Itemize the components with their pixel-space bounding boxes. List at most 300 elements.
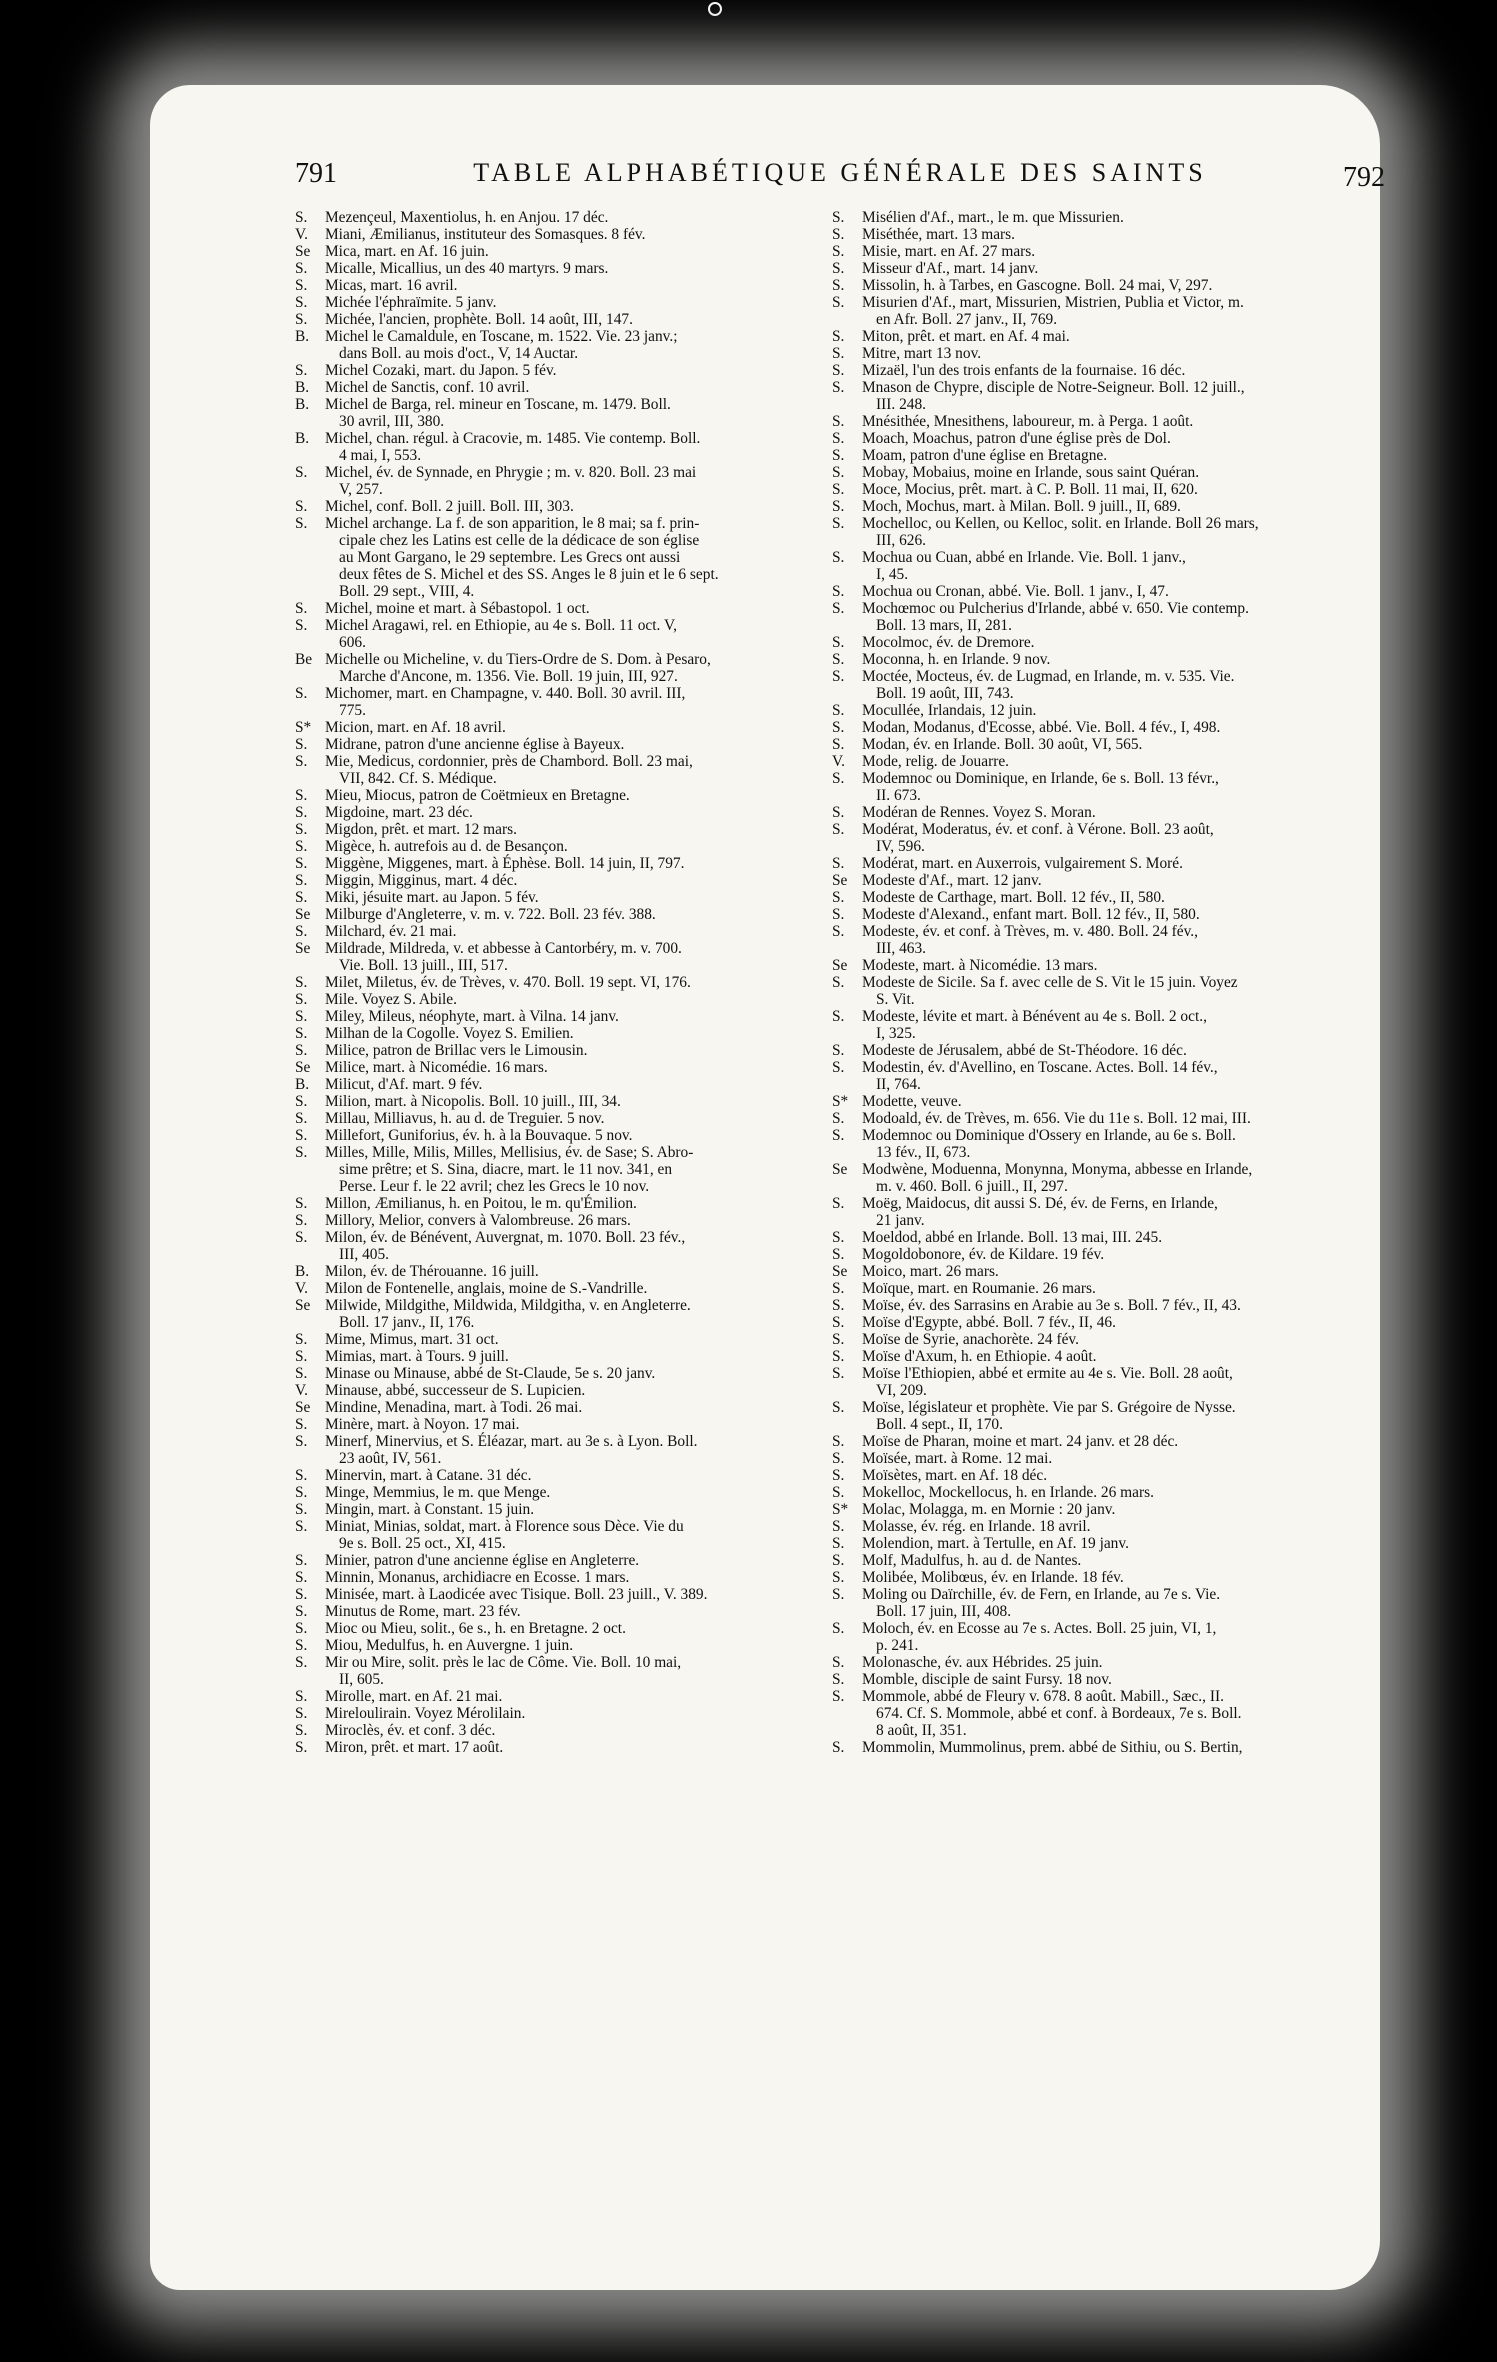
index-entry	[832, 770, 1357, 804]
entry-prefix: S.	[832, 770, 845, 787]
entry-line: Migèce, h. autrefois au d. de Besançon.	[325, 838, 568, 855]
entry-prefix: S.	[295, 872, 308, 889]
entry-text	[862, 634, 1357, 651]
entry-prefix: S.	[832, 243, 845, 260]
entry-line: Molac, Molagga, m. en Mornie : 20 janv.	[862, 1501, 1116, 1518]
entry-text	[862, 1620, 1357, 1654]
entry-text	[862, 328, 1357, 345]
entry-line: Milles, Mille, Milis, Milles, Mellisius, év. de Sase; S. Abro-	[325, 1144, 694, 1161]
entry-text	[325, 1365, 780, 1382]
entry-prefix: Be	[295, 651, 313, 668]
entry-text	[862, 583, 1357, 600]
index-entry	[295, 1654, 780, 1688]
entry-line: Miggène, Miggenes, mart. à Éphèse. Boll. 14 juin, II, 797.	[325, 855, 685, 872]
entry-text	[325, 1229, 780, 1263]
entry-prefix: Se	[832, 1161, 848, 1178]
entry-continuation-line: 30 avril, III, 380.	[339, 413, 445, 430]
entry-prefix: S.	[295, 1042, 308, 1059]
entry-text	[325, 1008, 780, 1025]
entry-prefix: S.	[295, 736, 308, 753]
entry-prefix: S.	[295, 974, 308, 991]
entry-line: Miggin, Migginus, mart. 4 déc.	[325, 872, 518, 889]
entry-prefix: S.	[832, 1348, 845, 1365]
entry-line: Moconna, h. en Irlande. 9 nov.	[862, 651, 1051, 668]
entry-continuation-line: Boll. 17 janv., II, 176.	[339, 1314, 475, 1331]
index-entry	[295, 651, 780, 685]
entry-text	[862, 379, 1357, 413]
index-entry	[832, 1229, 1357, 1246]
entry-line: Minère, mart. à Noyon. 17 mai.	[325, 1416, 520, 1433]
entry-prefix: S.	[832, 974, 845, 991]
index-entry	[832, 277, 1357, 294]
index-entry	[295, 1569, 780, 1586]
entry-prefix: S.	[832, 651, 845, 668]
entry-text	[862, 804, 1357, 821]
binding-hole-mark	[708, 2, 722, 16]
entry-line: Milchard, év. 21 mai.	[325, 923, 457, 940]
entry-prefix: B.	[295, 396, 310, 413]
entry-text	[862, 770, 1357, 804]
entry-prefix: S.	[295, 1552, 308, 1569]
entry-text	[325, 651, 780, 685]
index-entry	[295, 1586, 780, 1603]
entry-line: Micion, mart. en Af. 18 avril.	[325, 719, 506, 736]
entry-text	[325, 1195, 780, 1212]
index-entry	[295, 311, 780, 328]
entry-line: Mildrade, Mildreda, v. et abbesse à Cantorbéry, m. v. 700.	[325, 940, 682, 957]
entry-line: Michomer, mart. en Champagne, v. 440. Boll. 30 avril. III,	[325, 685, 686, 702]
entry-line: Mokelloc, Mockellocus, h. en Irlande. 26 mars.	[862, 1484, 1154, 1501]
entry-text	[862, 549, 1357, 583]
entry-continuation-line: III. 248.	[876, 396, 927, 413]
index-entry	[832, 549, 1357, 583]
entry-text	[862, 1365, 1357, 1399]
page-title: TABLE ALPHABÉTIQUE GÉNÉRALE DES SAINTS	[473, 158, 1207, 187]
entry-text	[862, 464, 1357, 481]
entry-text	[325, 294, 780, 311]
entry-prefix: V.	[295, 226, 308, 243]
index-entry	[295, 1484, 780, 1501]
index-entry	[832, 328, 1357, 345]
entry-text	[862, 1501, 1357, 1518]
entry-text	[862, 209, 1357, 226]
entry-continuation-line: Boll. 4 sept., II, 170.	[876, 1416, 1003, 1433]
entry-line: Moico, mart. 26 mars.	[862, 1263, 999, 1280]
entry-prefix: S.	[832, 345, 845, 362]
entry-line: Modeste de Jérusalem, abbé de St-Théodore. 16 déc.	[862, 1042, 1187, 1059]
index-entry	[832, 1059, 1357, 1093]
entry-text	[862, 1671, 1357, 1688]
index-entry	[295, 940, 780, 974]
index-entry	[295, 498, 780, 515]
entry-prefix: S.	[295, 1569, 308, 1586]
entry-text	[325, 260, 780, 277]
entry-prefix: Se	[832, 1263, 848, 1280]
index-entry	[832, 702, 1357, 719]
entry-prefix: S.	[832, 1450, 845, 1467]
entry-continuation-line: IV, 596.	[876, 838, 925, 855]
entry-prefix: S.	[832, 1467, 845, 1484]
entry-text	[325, 277, 780, 294]
index-entry	[832, 1739, 1357, 1756]
index-entry	[832, 821, 1357, 855]
entry-line: Millefort, Guniforius, év. h. à la Bouvaque. 5 nov.	[325, 1127, 633, 1144]
entry-line: Mode, relig. de Jouarre.	[862, 753, 1010, 770]
entry-text	[325, 362, 780, 379]
entry-text	[862, 1297, 1357, 1314]
index-entry	[832, 294, 1357, 328]
entry-text	[862, 277, 1357, 294]
entry-line: Millau, Milliavus, h. au d. de Treguier. 5 nov.	[325, 1110, 605, 1127]
entry-prefix: S.	[832, 1042, 845, 1059]
index-entry	[295, 1280, 780, 1297]
entry-line: Mir ou Mire, solit. près le lac de Côme. Vie. Boll. 10 mai,	[325, 1654, 682, 1671]
entry-line: Mobay, Mobaius, moine en Irlande, sous saint Quéran.	[862, 464, 1200, 481]
index-entry	[832, 634, 1357, 651]
entry-line: Modoald, év. de Trèves, m. 656. Vie du 11e s. Boll. 12 mai, III.	[862, 1110, 1251, 1127]
entry-continuation-line: III, 626.	[876, 532, 927, 549]
entry-prefix: Se	[295, 906, 311, 923]
entry-prefix: V.	[295, 1382, 308, 1399]
index-entry	[295, 1433, 780, 1467]
entry-line: Mochua ou Cronan, abbé. Vie. Boll. 1 janv., I, 47.	[862, 583, 1169, 600]
entry-line: Mogoldobonore, év. de Kildare. 19 fév.	[862, 1246, 1105, 1263]
entry-line: Michelle ou Micheline, v. du Tiers-Ordre de S. Dom. à Pesaro,	[325, 651, 711, 668]
entry-continuation-line: Boll. 29 sept., VIII, 4.	[339, 583, 475, 600]
index-entry	[832, 1688, 1357, 1739]
entry-text	[862, 702, 1357, 719]
index-entry	[832, 1365, 1357, 1399]
entry-text	[862, 1229, 1357, 1246]
entry-prefix: S.	[295, 498, 308, 515]
entry-continuation-line: II. 673.	[876, 787, 921, 804]
entry-line: Modan, év. en Irlande. Boll. 30 août, VI, 565.	[862, 736, 1143, 753]
entry-prefix: S.	[295, 362, 308, 379]
entry-prefix: S.	[832, 1620, 845, 1637]
entry-text	[325, 1552, 780, 1569]
entry-prefix: S.	[832, 1433, 845, 1450]
entry-prefix: S.	[832, 1484, 845, 1501]
index-entry	[832, 600, 1357, 634]
entry-line: Moïse d'Egypte, abbé. Boll. 7 fév., II, 46.	[862, 1314, 1116, 1331]
entry-line: Mocolmoc, év. de Dremore.	[862, 634, 1035, 651]
entry-continuation-line: II, 764.	[876, 1076, 921, 1093]
entry-prefix: S.	[832, 1059, 845, 1076]
entry-prefix: S.	[295, 991, 308, 1008]
entry-prefix: S.	[832, 1110, 845, 1127]
entry-text	[325, 1705, 780, 1722]
index-entry	[295, 1501, 780, 1518]
entry-text	[325, 1620, 780, 1637]
index-entry	[295, 243, 780, 260]
entry-text	[862, 1654, 1357, 1671]
index-entry	[832, 1620, 1357, 1654]
entry-prefix: S.	[832, 1246, 845, 1263]
entry-line: Modeste de Sicile. Sa f. avec celle de S. Vit le 15 juin. Voyez	[862, 974, 1238, 991]
entry-text	[325, 685, 780, 719]
entry-line: Mezençeul, Maxentiolus, h. en Anjou. 17 déc.	[325, 209, 609, 226]
entry-line: Misélien d'Af., mart., le m. que Missurien.	[862, 209, 1124, 226]
index-entry	[832, 1314, 1357, 1331]
entry-prefix: S.	[295, 855, 308, 872]
index-entry	[295, 1263, 780, 1280]
entry-prefix: Se	[295, 1059, 311, 1076]
entry-prefix: S.	[295, 685, 308, 702]
entry-continuation-line: Boll. 19 août, III, 743.	[876, 685, 1014, 702]
entry-text	[325, 940, 780, 974]
entry-text	[862, 1110, 1357, 1127]
entry-prefix: S.	[295, 1603, 308, 1620]
entry-line: Momble, disciple de saint Fursy. 18 nov.	[862, 1671, 1112, 1688]
entry-line: Minase ou Minause, abbé de St-Claude, 5e s. 20 janv.	[325, 1365, 656, 1382]
entry-line: Moling ou Daïrchille, év. de Fern, en Irlande, au 7e s. Vie.	[862, 1586, 1221, 1603]
entry-prefix: S.	[832, 1314, 845, 1331]
entry-prefix: S.	[832, 736, 845, 753]
entry-line: Milice, mart. à Nicomédie. 16 mars.	[325, 1059, 548, 1076]
entry-text	[862, 736, 1357, 753]
index-entry	[832, 668, 1357, 702]
entry-text	[325, 1382, 780, 1399]
index-entry	[832, 804, 1357, 821]
entry-continuation-line: I, 45.	[876, 566, 909, 583]
entry-prefix: S.	[832, 668, 845, 685]
index-entry	[295, 1620, 780, 1637]
entry-continuation-line: 775.	[339, 702, 366, 719]
entry-line: Modeste d'Alexand., enfant mart. Boll. 12 fév., II, 580.	[862, 906, 1200, 923]
entry-prefix: S.	[832, 804, 845, 821]
entry-line: Moïse l'Ethiopien, abbé et ermite au 4e s. Vie. Boll. 28 août,	[862, 1365, 1233, 1382]
entry-prefix: S.	[832, 702, 845, 719]
entry-text	[325, 923, 780, 940]
entry-prefix: S.	[832, 328, 845, 345]
entry-continuation-line: Vie. Boll. 13 juill., III, 517.	[339, 957, 508, 974]
index-entry	[295, 260, 780, 277]
index-entry	[832, 1552, 1357, 1569]
page-header	[295, 158, 1385, 198]
entry-line: Molf, Madulfus, h. au d. de Nantes.	[862, 1552, 1082, 1569]
entry-text	[862, 1688, 1357, 1739]
entry-prefix: S.	[295, 1620, 308, 1637]
entry-line: Milion, mart. à Nicopolis. Boll. 10 juill., III, 34.	[325, 1093, 621, 1110]
entry-line: Mirolle, mart. en Af. 21 mai.	[325, 1688, 503, 1705]
entry-prefix: S.	[832, 1688, 845, 1705]
index-entry	[295, 906, 780, 923]
entry-text	[862, 226, 1357, 243]
entry-continuation-line: cipale chez les Latins est celle de la dédicace de son église	[339, 532, 700, 549]
entry-text	[325, 821, 780, 838]
entry-line: Minier, patron d'une ancienne église en Angleterre.	[325, 1552, 640, 1569]
entry-line: Michée, l'ancien, prophète. Boll. 14 août, III, 147.	[325, 311, 633, 328]
index-entry	[832, 379, 1357, 413]
index-entry	[832, 1399, 1357, 1433]
entry-text	[862, 1467, 1357, 1484]
entry-line: Mime, Mimus, mart. 31 oct.	[325, 1331, 499, 1348]
entry-text	[325, 311, 780, 328]
entry-line: Mommole, abbé de Fleury v. 678. 8 août. Mabill., Sæc., II.	[862, 1688, 1224, 1705]
index-entry	[832, 1348, 1357, 1365]
index-entry	[295, 396, 780, 430]
entry-text	[325, 600, 780, 617]
entry-text	[862, 1586, 1357, 1620]
entry-line: Minisée, mart. à Laodicée avec Tisique. Boll. 23 juill., V. 389.	[325, 1586, 708, 1603]
entry-text	[325, 1518, 780, 1552]
entry-line: Mnason de Chypre, disciple de Notre-Seigneur. Boll. 12 juill.,	[862, 379, 1245, 396]
entry-continuation-line: Boll. 13 mars, II, 281.	[876, 617, 1012, 634]
entry-prefix: S.	[295, 1348, 308, 1365]
index-entry	[295, 1110, 780, 1127]
entry-continuation-line: V, 257.	[339, 481, 383, 498]
entry-continuation-line: dans Boll. au mois d'oct., V, 14 Auctar.	[339, 345, 579, 362]
entry-text	[325, 1569, 780, 1586]
index-entry	[832, 923, 1357, 957]
entry-prefix: S.	[832, 447, 845, 464]
index-entry	[832, 872, 1357, 889]
index-entry	[295, 1365, 780, 1382]
entry-prefix: S.	[832, 209, 845, 226]
entry-line: Michel de Barga, rel. mineur en Toscane, m. 1479. Boll.	[325, 396, 671, 413]
entry-line: Migdoine, mart. 23 déc.	[325, 804, 473, 821]
index-entry	[832, 719, 1357, 736]
index-entry	[832, 1331, 1357, 1348]
entry-prefix: S.	[832, 464, 845, 481]
entry-prefix: S.	[295, 1365, 308, 1382]
entry-text	[325, 1399, 780, 1416]
entry-text	[862, 719, 1357, 736]
index-entry	[832, 243, 1357, 260]
entry-prefix: S.	[832, 226, 845, 243]
index-entry	[295, 1552, 780, 1569]
entry-line: Moïse, législateur et prophète. Vie par S. Grégoire de Nysse.	[862, 1399, 1236, 1416]
entry-continuation-line: III, 463.	[876, 940, 927, 957]
index-entry	[832, 1263, 1357, 1280]
entry-prefix: S.	[832, 1654, 845, 1671]
entry-continuation-line: II, 605.	[339, 1671, 384, 1688]
index-entry	[295, 719, 780, 736]
left-page-number: 791	[295, 158, 337, 189]
entry-text	[862, 855, 1357, 872]
entry-line: Michel, moine et mart. à Sébastopol. 1 oct.	[325, 600, 590, 617]
index-entry	[295, 617, 780, 651]
entry-continuation-line: 674. Cf. S. Mommole, abbé et conf. à Bordeaux, 7e s. Boll.	[876, 1705, 1242, 1722]
entry-text	[862, 1314, 1357, 1331]
entry-prefix: S.	[295, 277, 308, 294]
entry-prefix: S.	[295, 515, 308, 532]
index-entry	[832, 1110, 1357, 1127]
entry-prefix: S.	[832, 277, 845, 294]
entry-prefix: S.	[295, 600, 308, 617]
entry-prefix: S.	[295, 1518, 308, 1535]
entry-prefix: B.	[295, 430, 310, 447]
entry-line: Miron, prêt. et mart. 17 août.	[325, 1739, 504, 1756]
entry-prefix: S.	[295, 1484, 308, 1501]
entry-text	[862, 1552, 1357, 1569]
entry-prefix: S*	[295, 719, 312, 736]
entry-text	[325, 1348, 780, 1365]
entry-line: Modérat, Moderatus, év. et conf. à Vérone. Boll. 23 août,	[862, 821, 1214, 838]
entry-prefix: S.	[832, 855, 845, 872]
entry-prefix: Se	[295, 243, 311, 260]
entry-text	[325, 1603, 780, 1620]
index-entry	[832, 1433, 1357, 1450]
index-entry	[832, 1586, 1357, 1620]
index-entry	[295, 1059, 780, 1076]
entry-text	[325, 838, 780, 855]
index-entry	[295, 923, 780, 940]
entry-text	[862, 362, 1357, 379]
index-entry	[295, 872, 780, 889]
entry-line: Moam, patron d'une église en Bretagne.	[862, 447, 1108, 464]
entry-text	[862, 1246, 1357, 1263]
entry-continuation-line: Boll. 17 juin, III, 408.	[876, 1603, 1012, 1620]
entry-text	[325, 889, 780, 906]
entry-text	[325, 1586, 780, 1603]
index-entry	[832, 736, 1357, 753]
entry-continuation-line: 23 août, IV, 561.	[339, 1450, 442, 1467]
entry-text	[862, 481, 1357, 498]
entry-prefix: B.	[295, 379, 310, 396]
entry-text	[325, 1127, 780, 1144]
entry-prefix: S.	[832, 498, 845, 515]
entry-line: Moïse de Pharan, moine et mart. 24 janv. et 28 déc.	[862, 1433, 1179, 1450]
left-column	[295, 209, 780, 1756]
entry-text	[325, 209, 780, 226]
entry-text	[325, 1722, 780, 1739]
entry-line: Mochœmoc ou Pulcherius d'Irlande, abbé v. 650. Vie contemp.	[862, 600, 1249, 617]
entry-line: Milwide, Mildgithe, Mildwida, Mildgitha, v. en Angleterre.	[325, 1297, 691, 1314]
entry-text	[862, 651, 1357, 668]
entry-text	[325, 1059, 780, 1076]
index-entry	[832, 906, 1357, 923]
entry-line: Moïque, mart. en Roumanie. 26 mars.	[862, 1280, 1096, 1297]
entry-prefix: S.	[832, 1008, 845, 1025]
index-entry	[295, 1144, 780, 1195]
entry-prefix: S.	[295, 1688, 308, 1705]
entry-text	[862, 1518, 1357, 1535]
entry-prefix: B.	[295, 1076, 310, 1093]
entry-prefix: S.	[295, 311, 308, 328]
entry-prefix: S.	[295, 838, 308, 855]
index-entry	[832, 1467, 1357, 1484]
entry-line: Mioc ou Mieu, solit., 6e s., h. en Bretagne. 2 oct.	[325, 1620, 626, 1637]
index-entry	[295, 991, 780, 1008]
index-entry	[295, 379, 780, 396]
entry-text	[325, 1093, 780, 1110]
index-entry	[295, 1722, 780, 1739]
entry-line: Mnésithée, Mnesithens, laboureur, m. à Perga. 1 août.	[862, 413, 1194, 430]
entry-line: Michel Cozaki, mart. du Japon. 5 fév.	[325, 362, 557, 379]
entry-text	[325, 872, 780, 889]
entry-text	[862, 1042, 1357, 1059]
index-entry	[832, 226, 1357, 243]
entry-continuation-line: p. 241.	[876, 1637, 919, 1654]
entry-line: Molasse, év. rég. en Irlande. 18 avril.	[862, 1518, 1091, 1535]
entry-prefix: S.	[832, 362, 845, 379]
index-entry	[832, 515, 1357, 549]
entry-prefix: S.	[295, 1025, 308, 1042]
entry-line: Mireloulirain. Voyez Mérolilain.	[325, 1705, 526, 1722]
index-entry	[295, 804, 780, 821]
index-entry	[295, 889, 780, 906]
index-entry	[295, 855, 780, 872]
entry-text	[325, 719, 780, 736]
entry-prefix: S.	[295, 1637, 308, 1654]
index-entry	[295, 1297, 780, 1331]
entry-text	[862, 1093, 1357, 1110]
index-entry	[832, 1535, 1357, 1552]
entry-text	[325, 1263, 780, 1280]
entry-text	[325, 1212, 780, 1229]
index-entry	[832, 1450, 1357, 1467]
